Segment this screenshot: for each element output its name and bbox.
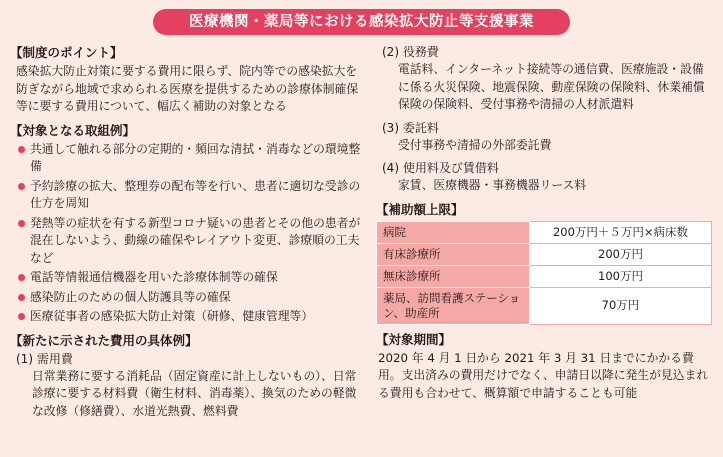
bullet-dot-icon [18,294,25,301]
section-heading-costs: 【新たに示された費用の具体例】 [10,332,198,348]
list-item: 発熱等の症状を有する新型コロナ疑いの患者とその他の患者が混在しないよう、動線の確保やレイアウト変更、診療順の工夫など [10,215,362,268]
list-item: 共通して触れる部分の定期的・頻回な清拭・消毒などの環境整備 [10,141,362,176]
list-item: 感染防止のための個人防護具等の確保 [10,289,362,307]
limit-value: 100万円 [530,265,712,287]
limit-name: 薬局、訪問看護ステーション、助産所 [377,287,530,324]
limits-table [376,221,712,325]
points-body: 感染拡大防止対策に要する費用に限らず、院内等での感染拡大を防ぎながら地域で求められる医療を提供するための診療体制確保等に要する費用について、幅広く補助の対象となる [16,64,359,113]
page-title: 医療機関・薬局等における感染拡大防止等支援事業 [153,9,570,35]
costs-sub4-body: 家賃、医療機器・事務機器リース料 [398,178,587,192]
costs-sub3-body: 受付事務や清掃の外部委託費 [398,137,552,152]
limit-value: 200万円 [530,243,712,265]
right-column [376,44,714,402]
list-item: 医療従事者の感染拡大防止対策（研修、健康管理等） [10,308,362,326]
bullet-dot-icon [18,183,25,190]
costs-sub1-heading: (1) 需用費 [16,351,73,366]
limit-name: 無床診療所 [377,265,530,287]
period-body: 2020 年 4 月 1 日から 2021 年 3 月 31 日までにかかる費用。支出済みの費用だけでなく、申請日以降に発生が見込まれる費用も合わせて、概算額で申請することも可能 [378,350,709,400]
costs-sub1-body: 日常業務に要する消耗品（固定資産に計上しないもの）、日常診療に要する材料費（衛生材料、消毒薬）、換気のための軽微な改修（修繕費）、水道光熱費、燃料費 [32,368,357,418]
table-row [377,221,712,243]
title-bar [0,9,723,35]
section-heading-period: 【対象期間】 [376,331,452,347]
bullet-dot-icon [18,274,25,281]
costs-sub4-heading: (4) 使用料及び賃借料 [382,161,499,175]
bullet-dot-icon [18,220,25,227]
section-heading-targets: 【対象となる取組例】 [10,122,136,138]
limit-value: 70万円 [530,287,712,324]
left-column [10,44,362,420]
limit-name: 病院 [377,221,530,243]
section-heading-limits: 【補助額上限】 [376,201,464,217]
bullet-dot-icon [18,313,25,320]
bullet-dot-icon [18,146,25,153]
table-row [377,265,712,287]
table-row [377,287,712,324]
list-item: 電話等情報通信機器を用いた診療体制等の確保 [10,269,362,287]
table-row [377,243,712,265]
costs-sub2-body: 電話料、インターネット接続等の通信費、医療施設・設備に係る火災保険、地震保険、動産保険の保険料、休業補償保険の保険料、受付事務や清掃の人材派遣料 [398,62,705,111]
limit-name: 有床診療所 [377,243,530,265]
section-heading-points: 【制度のポイント】 [10,45,123,60]
limit-value: 200万円＋５万円×病床数 [530,221,712,243]
costs-sub3-heading: (3) 委託料 [382,120,439,135]
costs-sub2-heading: (2) 役務費 [382,45,439,59]
targets-list [10,141,362,326]
list-item: 予約診療の拡大、整理券の配布等を行い、患者に適切な受診の仕方を周知 [10,178,362,213]
